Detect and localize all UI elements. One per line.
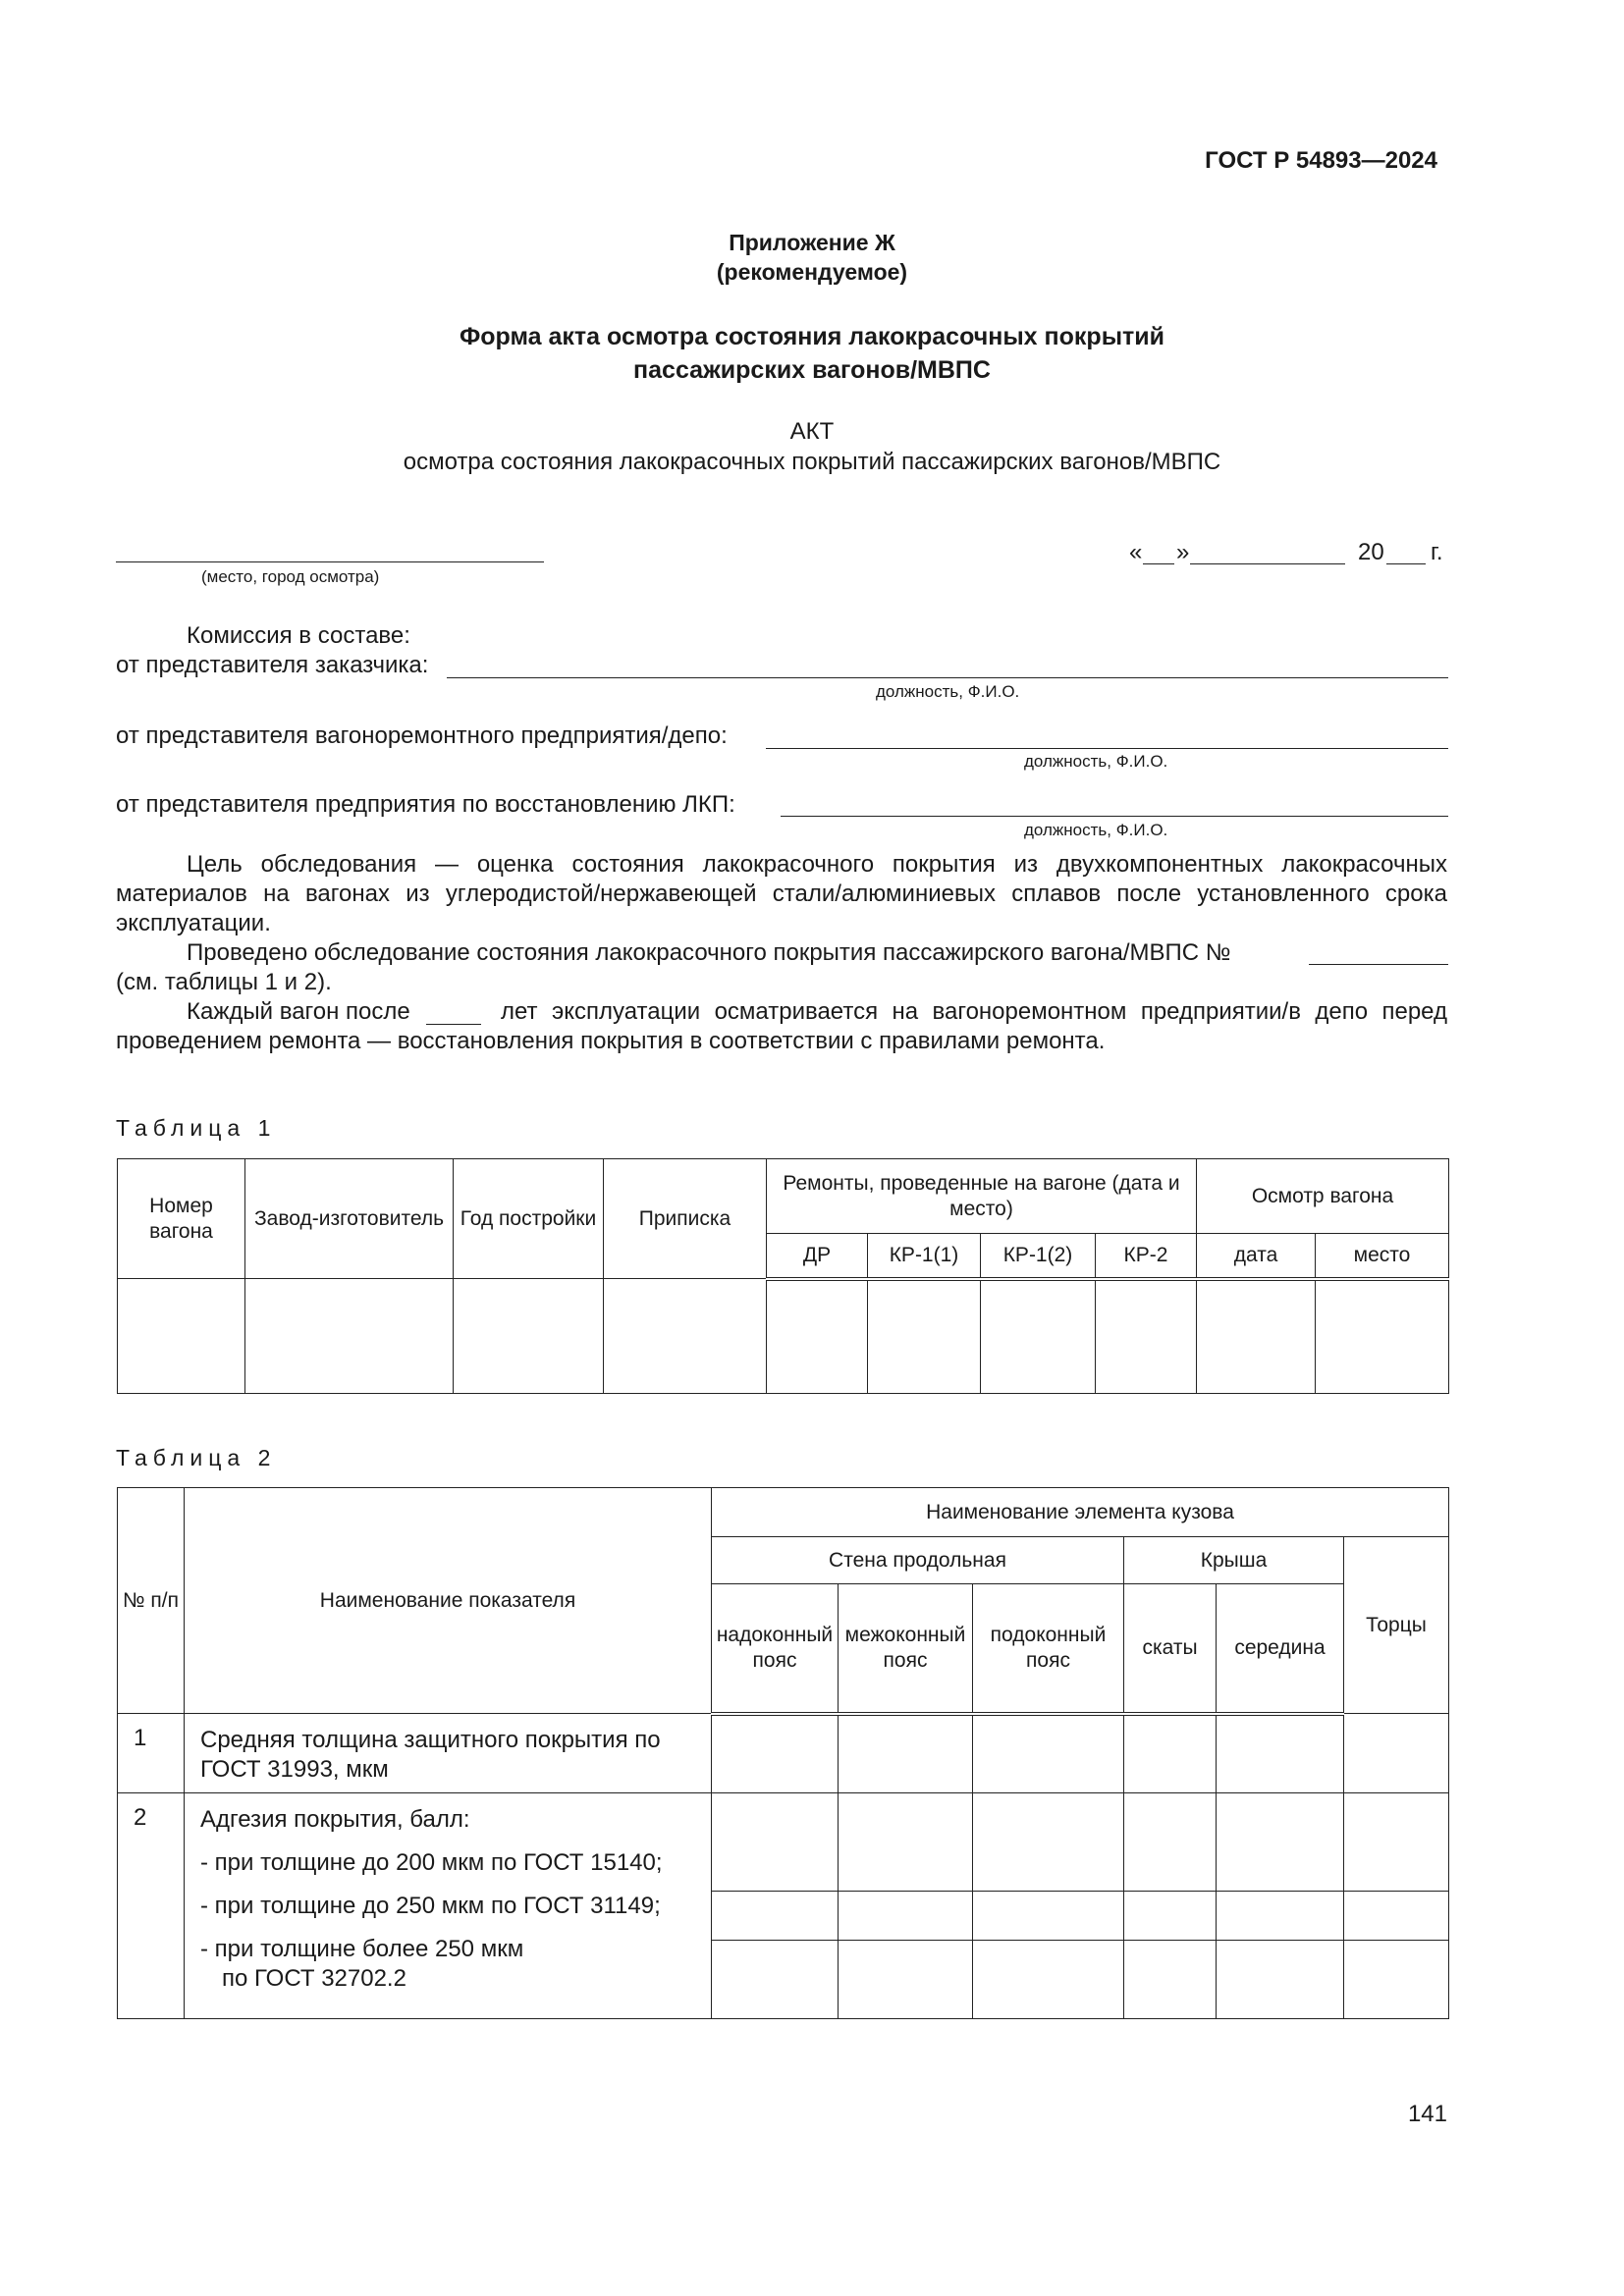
paragraph-survey-ref: (см. таблицы 1 и 2). [116,969,332,995]
adhesion-item-over-250-std: по ГОСТ 32702.2 [222,1965,406,1992]
t2-header-ends: Торцы [1344,1537,1449,1714]
act-heading [0,416,1624,477]
adhesion-title: Адгезия покрытия, балл: [200,1806,470,1833]
place-field[interactable] [116,561,544,562]
table1 [117,1158,1449,1394]
table-cell[interactable] [973,1793,1124,1892]
table-cell[interactable] [868,1279,981,1394]
table-cell[interactable] [1217,1714,1344,1793]
table-cell[interactable] [981,1279,1096,1394]
paragraph-survey: Проведено обследование состояния лакокрасочного покрытия пассажирского вагона/МВПС № [187,939,1231,966]
t1-col-kr2: КР-2 [1096,1234,1197,1279]
date-quote-open: « [1129,539,1143,565]
commission-intro: Комиссия в составе: [187,622,410,649]
t1-col-place: место [1316,1234,1449,1279]
table-cell[interactable] [1217,1941,1344,2019]
year-suffix: г. [1431,539,1443,565]
t2-col-between-window: межоконный пояс [839,1584,973,1714]
table-cell[interactable] [1344,1793,1449,1892]
adhesion-item-250: - при толщине до 250 мкм по ГОСТ 31149; [200,1893,661,1919]
table-row [118,1793,1449,1892]
table2-caption: Таблица 2 [116,1445,277,1470]
table-cell[interactable] [839,1892,973,1941]
month-blank[interactable] [1190,563,1345,564]
table2 [117,1487,1449,2019]
t1-header-year: Год постройки [454,1159,604,1279]
table-cell[interactable] [712,1892,839,1941]
table-cell[interactable] [1217,1892,1344,1941]
t1-col-date: дата [1197,1234,1316,1279]
t2-col-middle: середина [1217,1584,1344,1714]
paragraph-purpose: Цель обследования — оценка состояния лакокрасочного покрытия из двухкомпонентных лакокрасочных материалов на вагонах из углеродистой/нержавеющей стали/алюминиевых сплавов после установленного срока эксплуатации. [116,851,1447,936]
table-cell[interactable] [1124,1941,1217,2019]
table-row [118,1279,1449,1394]
place-hint: (место, город осмотра) [201,567,380,586]
standard-number: ГОСТ Р 54893—2024 [1205,147,1437,174]
table-cell[interactable] [712,1793,839,1892]
t1-header-manufacturer: Завод-изготовитель [245,1159,454,1279]
t2-col-slopes: скаты [1124,1584,1217,1714]
table-cell[interactable] [454,1279,604,1394]
day-blank[interactable] [1143,563,1174,564]
page-number: 141 [1407,2101,1447,2127]
adhesion-item-over-250: - при толщине более 250 мкм [200,1936,524,1962]
lkp-field[interactable] [781,816,1448,817]
paragraph-period: лет эксплуатации осматривается на вагоноремонтном предприятии/в депо перед проведением ремонта — восстановления покрытия в соответствии с правилами ремонта. [116,998,1447,1054]
date-field[interactable] [1129,538,1449,567]
table-cell[interactable] [712,1714,839,1793]
row-indicator: Средняя толщина защитного покрытия по ГОСТ 31993, мкм [185,1714,712,1793]
wagon-number-field[interactable] [1309,964,1448,965]
table-cell[interactable] [1124,1892,1217,1941]
date-quote-close: » [1176,539,1190,565]
row-number: 1 [118,1714,185,1793]
table-cell[interactable] [1344,1941,1449,2019]
table-cell[interactable] [973,1941,1124,2019]
adhesion-item-200: - при толщине до 200 мкм по ГОСТ 15140; [200,1849,663,1876]
customer-label: от представителя заказчика: [116,652,429,678]
t2-header-no: № п/п [118,1488,185,1714]
t1-header-wagon-no: Номер вагона [118,1159,245,1279]
customer-field[interactable] [447,677,1448,678]
table-cell[interactable] [1344,1714,1449,1793]
lkp-label: от представителя предприятия по восстановлению ЛКП: [116,791,735,818]
repair-hint: должность, Ф.И.О. [1024,752,1168,771]
appendix-status: (рекомендуемое) [716,259,908,285]
table-cell[interactable] [1124,1714,1217,1793]
table-cell[interactable] [839,1941,973,2019]
table-row [118,1714,1449,1793]
t2-col-below-window: подоконный пояс [973,1584,1124,1714]
appendix-title: Приложение Ж [729,230,895,255]
table-cell[interactable] [839,1714,973,1793]
table-cell[interactable] [712,1941,839,2019]
form-title [0,320,1624,387]
repair-label: от представителя вагоноремонтного предприятия/депо: [116,722,728,749]
t1-col-kr12: КР-1(2) [981,1234,1096,1279]
table-cell[interactable] [118,1279,245,1394]
act-title: АКТ [789,418,835,445]
lkp-hint: должность, Ф.И.О. [1024,821,1168,839]
table-cell[interactable] [1344,1892,1449,1941]
table1-caption: Таблица 1 [116,1115,277,1141]
paragraph-period-start: Каждый вагон после [187,998,410,1025]
customer-hint: должность, Ф.И.О. [876,682,1020,701]
table-cell[interactable] [1217,1793,1344,1892]
form-title-line1: Форма акта осмотра состояния лакокрасочных покрытий [459,323,1165,350]
year-blank[interactable] [1386,563,1426,564]
table-cell[interactable] [767,1279,868,1394]
t1-col-kr11: КР-1(1) [868,1234,981,1279]
row-indicator [185,1793,712,2019]
table-cell[interactable] [245,1279,454,1394]
year-prefix: 20 [1358,539,1384,565]
t1-header-repairs: Ремонты, проведенные на вагоне (дата и место) [767,1159,1197,1234]
form-title-line2: пассажирских вагонов/МВПС [633,356,991,384]
table-cell[interactable] [1316,1279,1449,1394]
table-cell[interactable] [1197,1279,1316,1394]
table-cell[interactable] [973,1714,1124,1793]
table-cell[interactable] [604,1279,767,1394]
t2-header-element: Наименование элемента кузова [712,1488,1449,1537]
t2-header-roof: Крыша [1124,1537,1344,1584]
t2-header-wall: Стена продольная [712,1537,1124,1584]
t1-col-dr: ДР [767,1234,868,1279]
t2-col-above-window: надоконный пояс [712,1584,839,1714]
repair-field[interactable] [766,748,1448,749]
act-subtitle: осмотра состояния лакокрасочных покрытий пассажирских вагонов/МВПС [403,449,1221,475]
appendix-heading [0,228,1624,287]
t1-header-assignment: Приписка [604,1159,767,1279]
table-cell[interactable] [1124,1793,1217,1892]
table-cell[interactable] [1096,1279,1197,1394]
table-cell[interactable] [839,1793,973,1892]
row-number: 2 [118,1793,185,2019]
table-cell[interactable] [973,1892,1124,1941]
t1-header-inspection: Осмотр вагона [1197,1159,1449,1234]
t2-header-indicator: Наименование показателя [185,1488,712,1714]
